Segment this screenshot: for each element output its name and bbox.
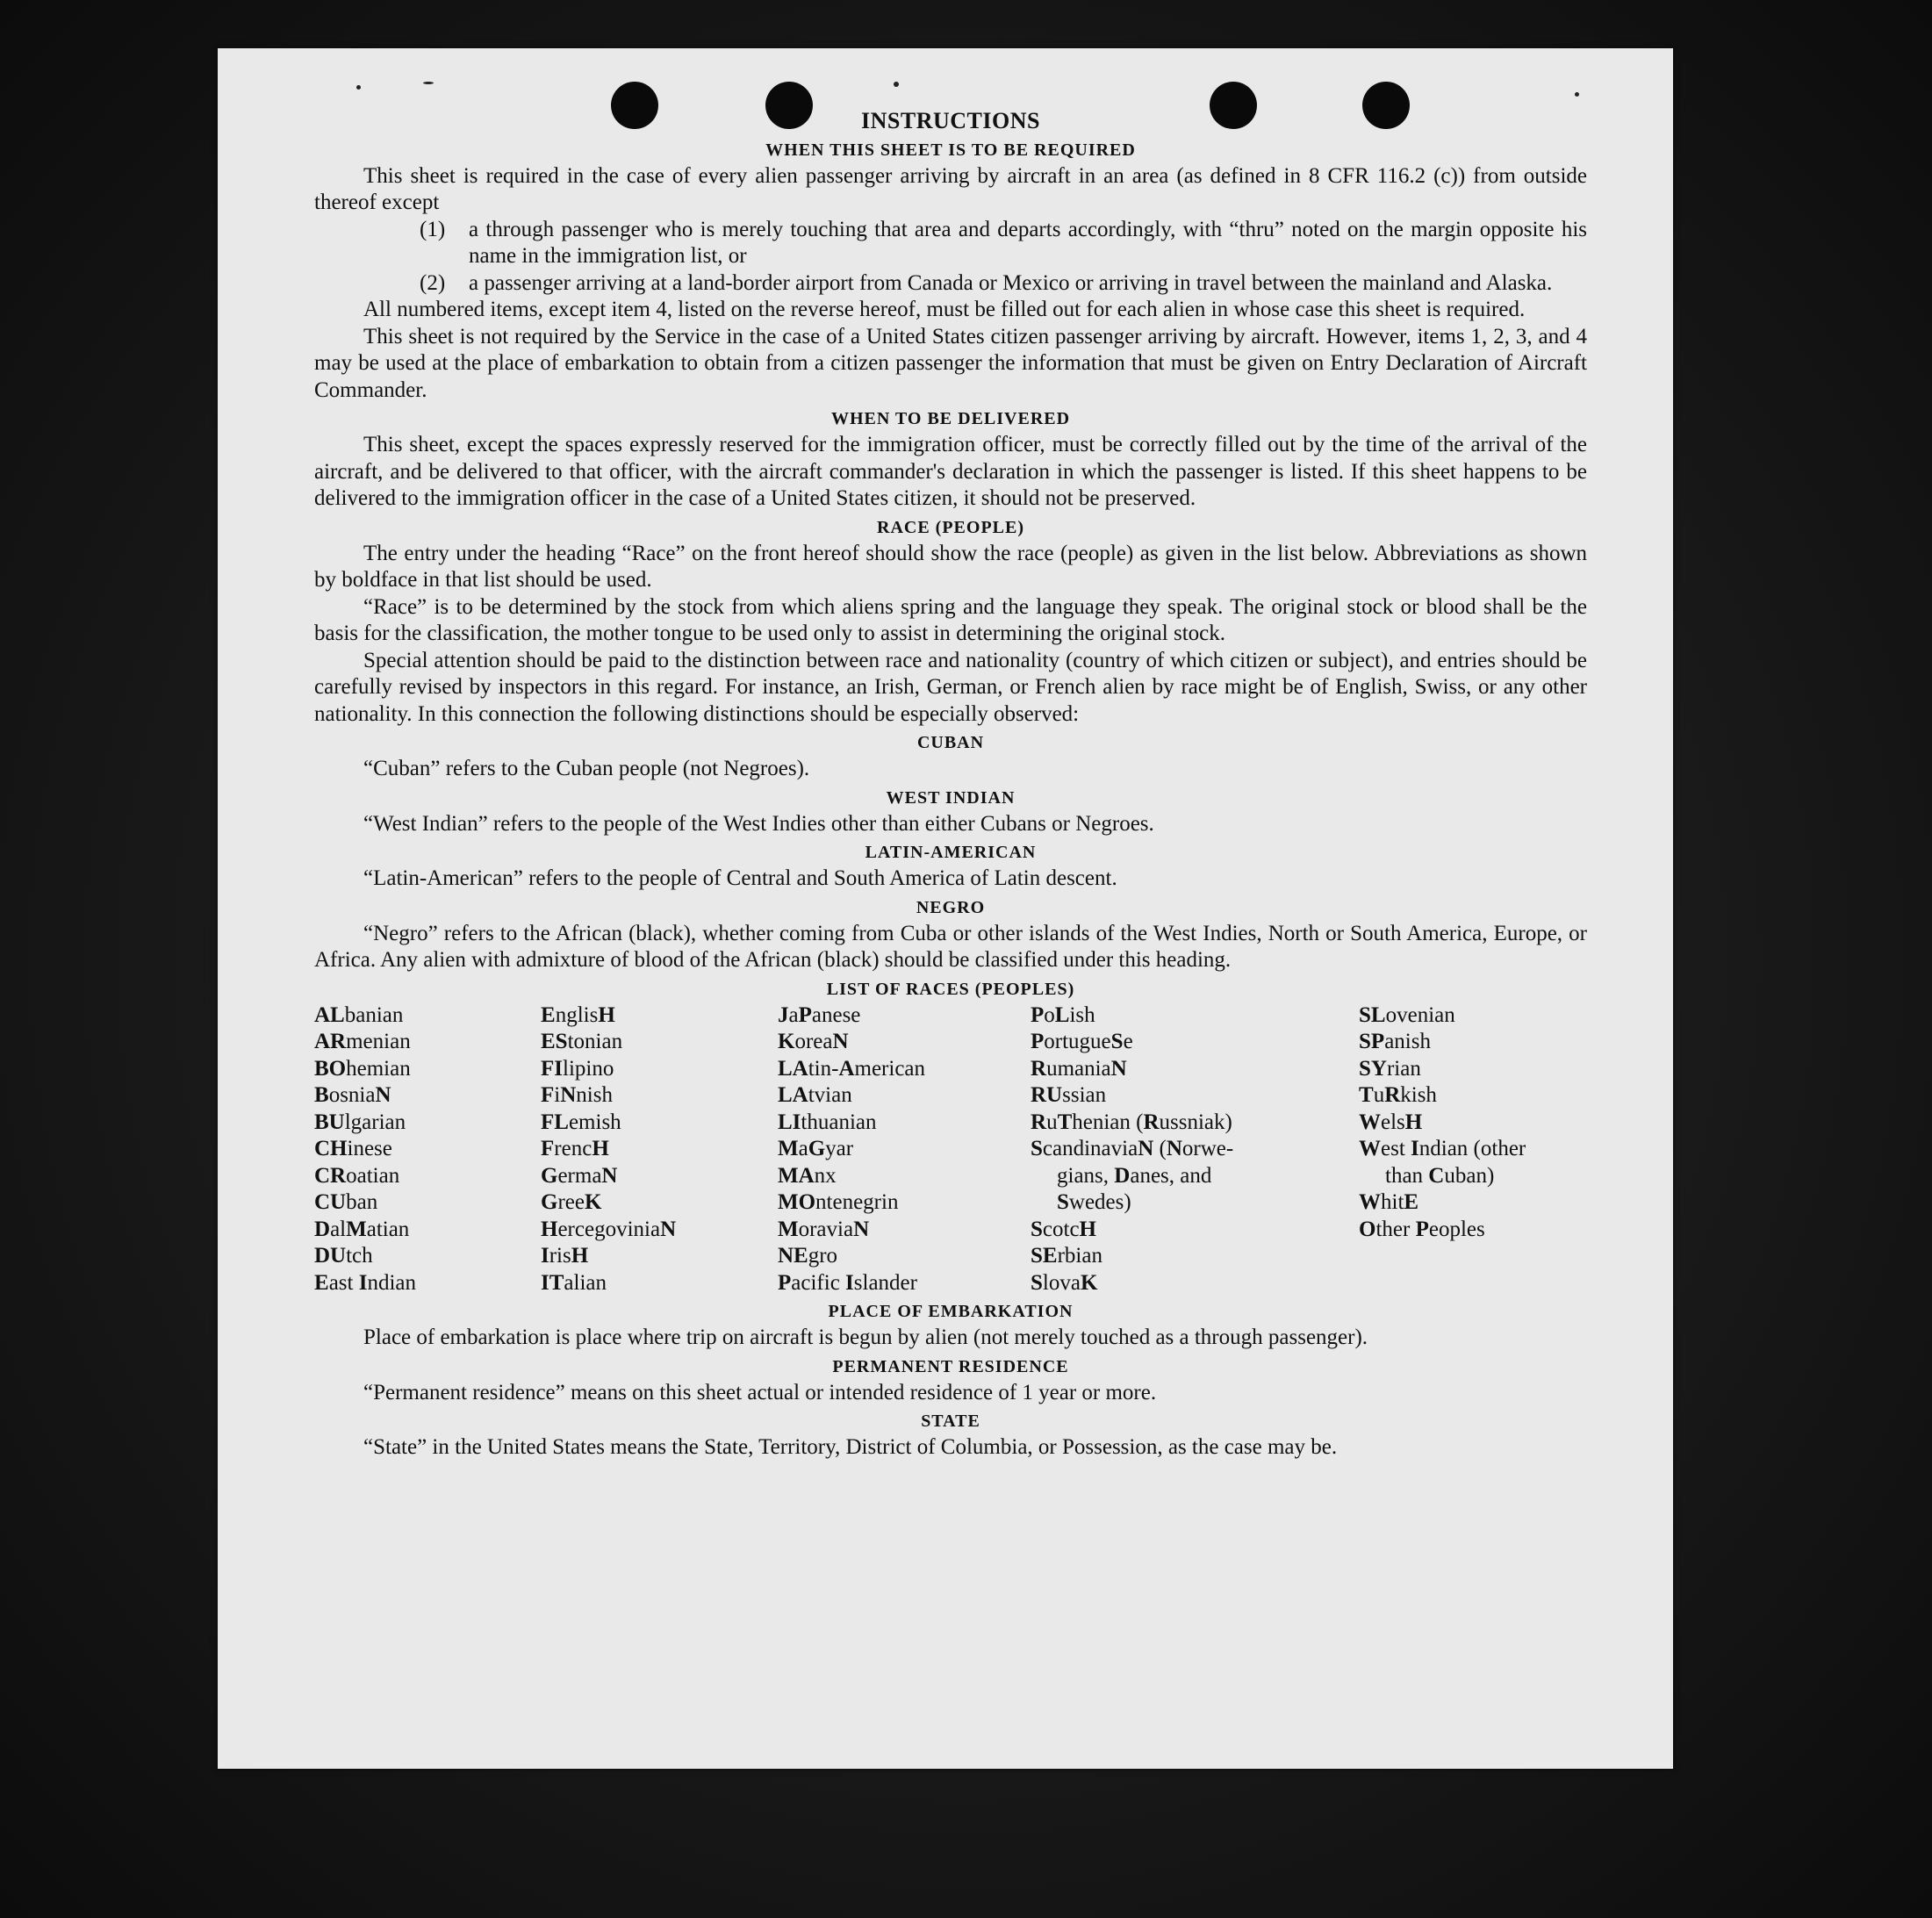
- race-entry: DUtch: [314, 1244, 373, 1268]
- section-heading-negro: NEGRO: [916, 897, 986, 917]
- race-entry: LIthuanian: [778, 1110, 877, 1134]
- race-entry: SPanish: [1359, 1030, 1431, 1053]
- races-column: [778, 1002, 1031, 1297]
- latin-american-text: “Latin-American” refers to the people of Central and South America of Latin descent.: [363, 866, 1117, 890]
- page-title: INSTRUCTIONS: [861, 108, 1040, 133]
- race-entry: WhitE: [1359, 1190, 1419, 1214]
- west-indian-text: “West Indian” refers to the people of the West Indies other than either Cubans or Negroes.: [363, 811, 1154, 836]
- negro-text: “Negro” refers to the African (black), whether coming from Cuba or other islands of the West Indies, North or South America, Europe, or Africa. Any alien with admixture of blood of the African (black) should be classified under this heading.: [314, 921, 1587, 972]
- required-para-3: This sheet is not required by the Service in the case of a United States citizen passenger arriving by aircraft. However, items 1, 2, 3, and 4 may be used at the place of embarkation to obtain from a citizen passenger the information that must be given on Entry Declaration of Aircraft Commander.: [314, 324, 1587, 402]
- speck: [1575, 92, 1579, 97]
- section-heading-race: RACE (PEOPLE): [877, 517, 1024, 537]
- race-para-2: “Race” is to be determined by the stock from which aliens spring and the language they speak. The original stock or blood shall be the basis for the classification, the mother tongue to be used only to assist in determining the original stock.: [314, 594, 1587, 645]
- section-heading-residence: PERMANENT RESIDENCE: [832, 1356, 1069, 1376]
- section-heading-races-list: LIST OF RACES (PEOPLES): [826, 979, 1075, 999]
- exception-item-1: [314, 217, 1587, 270]
- race-entry: SlovaK: [1031, 1270, 1098, 1295]
- race-entry: ScandinaviaN (Norwe-: [1031, 1137, 1234, 1160]
- race-entry: CUban: [314, 1190, 378, 1214]
- section-heading-cuban: CUBAN: [916, 733, 985, 752]
- race-entry: EStonian: [541, 1030, 623, 1053]
- exception-item-2: [314, 270, 1587, 298]
- instructions-text: [314, 108, 1587, 1462]
- race-entry: TuRkish: [1359, 1083, 1437, 1107]
- delivered-text: This sheet, except the spaces expressly reserved for the immigration officer, must be correctly filled out by the time of the arrival of the aircraft, and be delivered to that officer, with the aircraft commander's declaration in which the passenger is listed. If this sheet happens to be delivered to the immigration officer in the case of a United States citizen, it should not be preserved.: [314, 433, 1587, 510]
- race-entry: JaPanese: [778, 1002, 861, 1027]
- race-entry: MOntenegrin: [778, 1190, 899, 1214]
- section-heading-west-indian: WEST INDIAN: [886, 787, 1016, 808]
- race-entry: NEgro: [778, 1244, 838, 1268]
- state-text: “State” in the United States means the State, Territory, District of Columbia, or Possession, as the case may be.: [363, 1435, 1338, 1459]
- races-column: [541, 1002, 778, 1297]
- race-entry: EnglisH: [541, 1002, 615, 1027]
- document-page: [218, 48, 1673, 1769]
- race-entry: LAtvian: [778, 1083, 852, 1107]
- required-para-2: All numbered items, except item 4, listed on the reverse hereof, must be filled out for each alien in whose case this sheet is required.: [363, 298, 1526, 321]
- races-column: [1031, 1002, 1359, 1297]
- race-entry: RuThenian (Russniak): [1031, 1110, 1232, 1134]
- race-entry: ScotcH: [1031, 1217, 1096, 1241]
- race-entry: CRoatian: [314, 1163, 400, 1188]
- race-entry: GermaN: [541, 1163, 618, 1188]
- item-number: (2): [420, 270, 446, 295]
- speck: [356, 85, 361, 90]
- race-entry: ARmenian: [314, 1030, 411, 1053]
- race-entry: gians, Danes, and: [1057, 1163, 1212, 1188]
- race-entry: FIlipino: [541, 1056, 614, 1081]
- race-entry: WelsH: [1359, 1110, 1423, 1134]
- speck: [894, 82, 899, 87]
- race-entry: Swedes): [1057, 1190, 1131, 1214]
- race-entry: MaGyar: [778, 1137, 854, 1160]
- race-entry: PortugueSe: [1031, 1030, 1133, 1053]
- race-entry: Other Peoples: [1359, 1217, 1485, 1241]
- race-entry: GreeK: [541, 1190, 602, 1214]
- race-entry: West Indian (other: [1359, 1137, 1526, 1160]
- cuban-text: “Cuban” refers to the Cuban people (not Negroes).: [363, 757, 810, 780]
- race-entry: FLemish: [541, 1110, 621, 1134]
- race-entry: SLovenian: [1359, 1002, 1455, 1027]
- races-column: [314, 1002, 541, 1297]
- race-para-1: The entry under the heading “Race” on the front hereof should show the race (people) as given in the list below. Abbreviations as shown by boldface in that list should be used.: [314, 541, 1587, 592]
- race-entry: HercegoviniaN: [541, 1217, 677, 1241]
- embarkation-text: Place of embarkation is place where trip on aircraft is begun by alien (not merely touched as a through passenger).: [363, 1325, 1368, 1349]
- race-entry: SErbian: [1031, 1244, 1102, 1268]
- race-entry: LAtin-American: [778, 1056, 926, 1081]
- race-entry: RUssian: [1031, 1083, 1107, 1107]
- race-entry: FiNnish: [541, 1083, 613, 1107]
- race-entry: RumaniaN: [1031, 1056, 1127, 1081]
- race-entry: East Indian: [314, 1270, 416, 1295]
- residence-text: “Permanent residence” means on this sheet actual or intended residence of 1 year or more.: [363, 1380, 1157, 1404]
- race-entry: IrisH: [541, 1244, 589, 1268]
- race-entry: ALbanian: [314, 1002, 404, 1027]
- item-text: a passenger arriving at a land-border airport from Canada or Mexico or arriving in travel between the mainland and Alaska.: [469, 270, 1553, 295]
- race-entry: PoLish: [1031, 1002, 1095, 1027]
- section-heading-embarkation: PLACE OF EMBARKATION: [828, 1302, 1074, 1321]
- section-heading-delivered: WHEN TO BE DELIVERED: [830, 409, 1071, 428]
- race-entry: CHinese: [314, 1137, 392, 1160]
- race-entry: BosniaN: [314, 1083, 391, 1107]
- section-heading-state: STATE: [921, 1412, 980, 1431]
- race-entry: SYrian: [1359, 1056, 1421, 1081]
- race-para-3: Special attention should be paid to the distinction between race and nationality (country of which citizen or subject), and entries should be carefully revised by inspectors in this regard. For instance, an Irish, German, or French alien by race might be of English, Swiss, or any other nationality. In this connection the following distinctions should be especially observed:: [314, 648, 1587, 726]
- required-intro: This sheet is required in the case of every alien passenger arriving by aircraft in an area (as defined in 8 CFR 116.2 (c)) from outside thereof except: [314, 163, 1587, 214]
- race-entry: than Cuban): [1385, 1163, 1495, 1188]
- race-entry: KoreaN: [778, 1030, 849, 1053]
- race-entry: MoraviaN: [778, 1217, 870, 1241]
- race-entry: BUlgarian: [314, 1110, 406, 1134]
- item-text: a through passenger who is merely touching that area and departs accordingly, with “thru” noted on the margin opposite his name in the immigration list, or: [469, 217, 1587, 268]
- speck: [423, 82, 434, 84]
- race-entry: BOhemian: [314, 1056, 411, 1081]
- race-entry: DalMatian: [314, 1217, 410, 1241]
- races-column: [1359, 1002, 1587, 1297]
- races-list: [314, 1002, 1587, 1297]
- race-entry: FrencH: [541, 1137, 609, 1160]
- section-heading-required: WHEN THIS SHEET IS TO BE REQUIRED: [765, 140, 1136, 160]
- race-entry: Pacific Islander: [778, 1270, 917, 1295]
- section-heading-latin-american: LATIN-AMERICAN: [865, 843, 1037, 862]
- race-entry: MAnx: [778, 1163, 837, 1188]
- item-number: (1): [420, 217, 446, 241]
- race-entry: ITalian: [541, 1270, 607, 1295]
